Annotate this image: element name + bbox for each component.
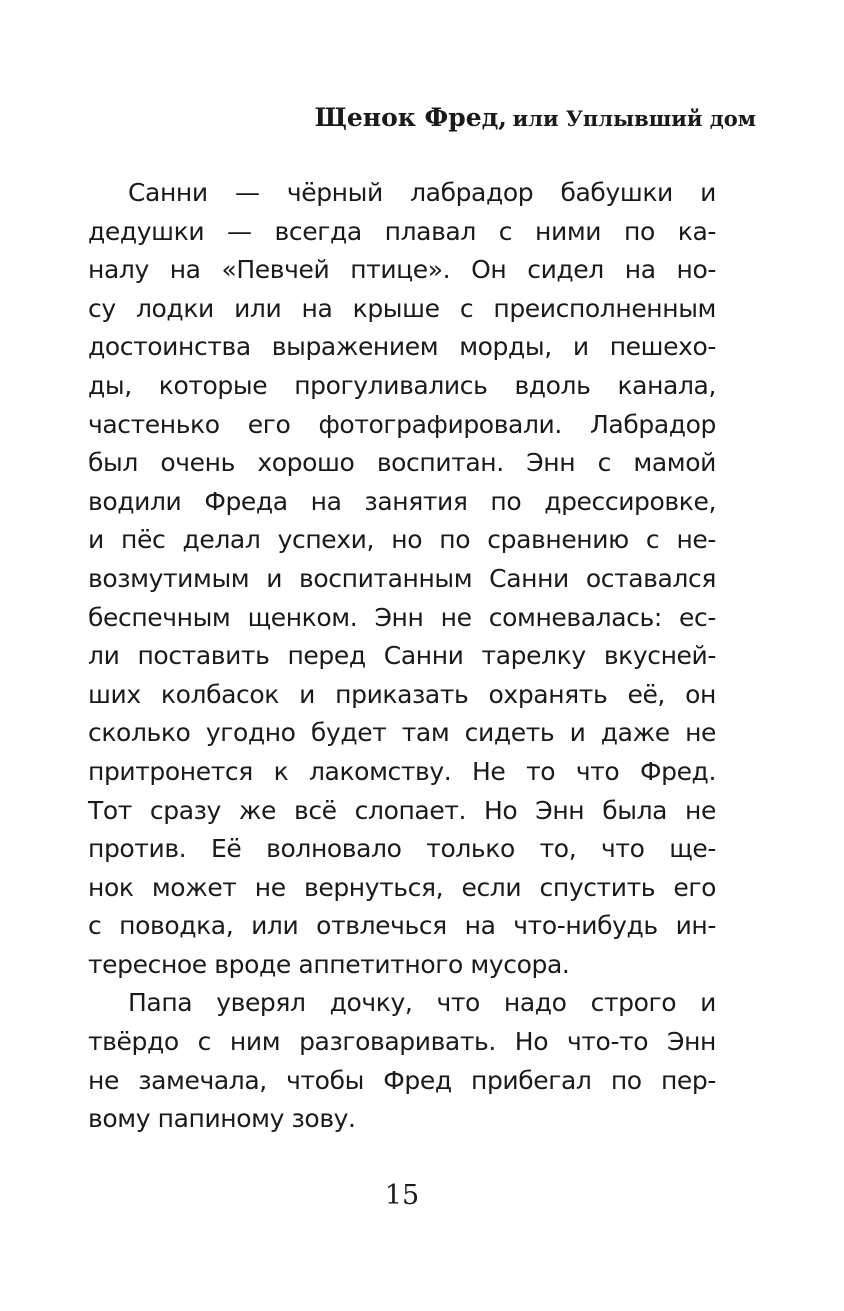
text-line: дедушки — всегда плавал с ними по ка- <box>88 216 716 246</box>
text-line: был очень хорошо воспитан. Энн с мамой <box>88 448 716 478</box>
text-line: ли поставить перед Санни тарелку вкусней- <box>88 641 716 671</box>
text-line: против. Её волновало только то, что ще- <box>88 834 716 864</box>
text-line: достоинства выражением морды, и пешехо- <box>88 332 716 362</box>
book-title: Щенок Фред, <box>314 103 507 132</box>
text-line: Папа уверял дочку, что надо строго и <box>128 988 716 1018</box>
text-line: твёрдо с ним разговаривать. Но что-то Энн <box>88 1027 716 1057</box>
text-line: не замечала, чтобы Фред прибегал по пер- <box>88 1065 716 1095</box>
text-line: с поводка, или отвлечься на что-нибудь ин- <box>88 911 716 941</box>
text-line: водили Фреда на занятия по дрессировке, <box>88 486 716 516</box>
text-line: частенько его фотографировали. Лабрадор <box>88 409 716 439</box>
book-subtitle: или Уплывший дом <box>512 106 756 131</box>
body-text <box>88 174 716 1139</box>
text-line: сколько угодно будет там сидеть и даже не <box>88 718 716 748</box>
text-line: Тот сразу же всё слопает. Но Энн была не <box>88 795 716 825</box>
text-line: беспечным щенком. Энн не сомневалась: ес- <box>88 602 716 632</box>
text-line: ды, которые прогуливались вдоль канала, <box>88 370 716 400</box>
text-line: налу на «Певчей птице». Он сидел на но- <box>88 255 716 285</box>
text-line: возмутимым и воспитанным Санни оставался <box>88 563 716 593</box>
page-number: 15 <box>384 1180 420 1211</box>
text-line: Санни — чёрный лабрадор бабушки и <box>128 178 716 207</box>
running-head <box>315 100 756 139</box>
paragraph <box>88 174 716 984</box>
text-line: вому папиному зову. <box>88 1104 356 1134</box>
text-line: и пёс делал успехи, но по сравнению с не- <box>88 525 716 555</box>
text-line: ших колбасок и приказать охранять её, он <box>88 679 716 709</box>
paragraph <box>88 984 716 1138</box>
text-line: притронется к лакомству. Не то что Фред. <box>88 756 716 786</box>
text-line: нок может не вернуться, если спустить его <box>88 872 716 902</box>
text-line: тересное вроде аппетитного мусора. <box>88 949 570 979</box>
text-line: су лодки или на крыше с преисполненным <box>88 293 716 323</box>
